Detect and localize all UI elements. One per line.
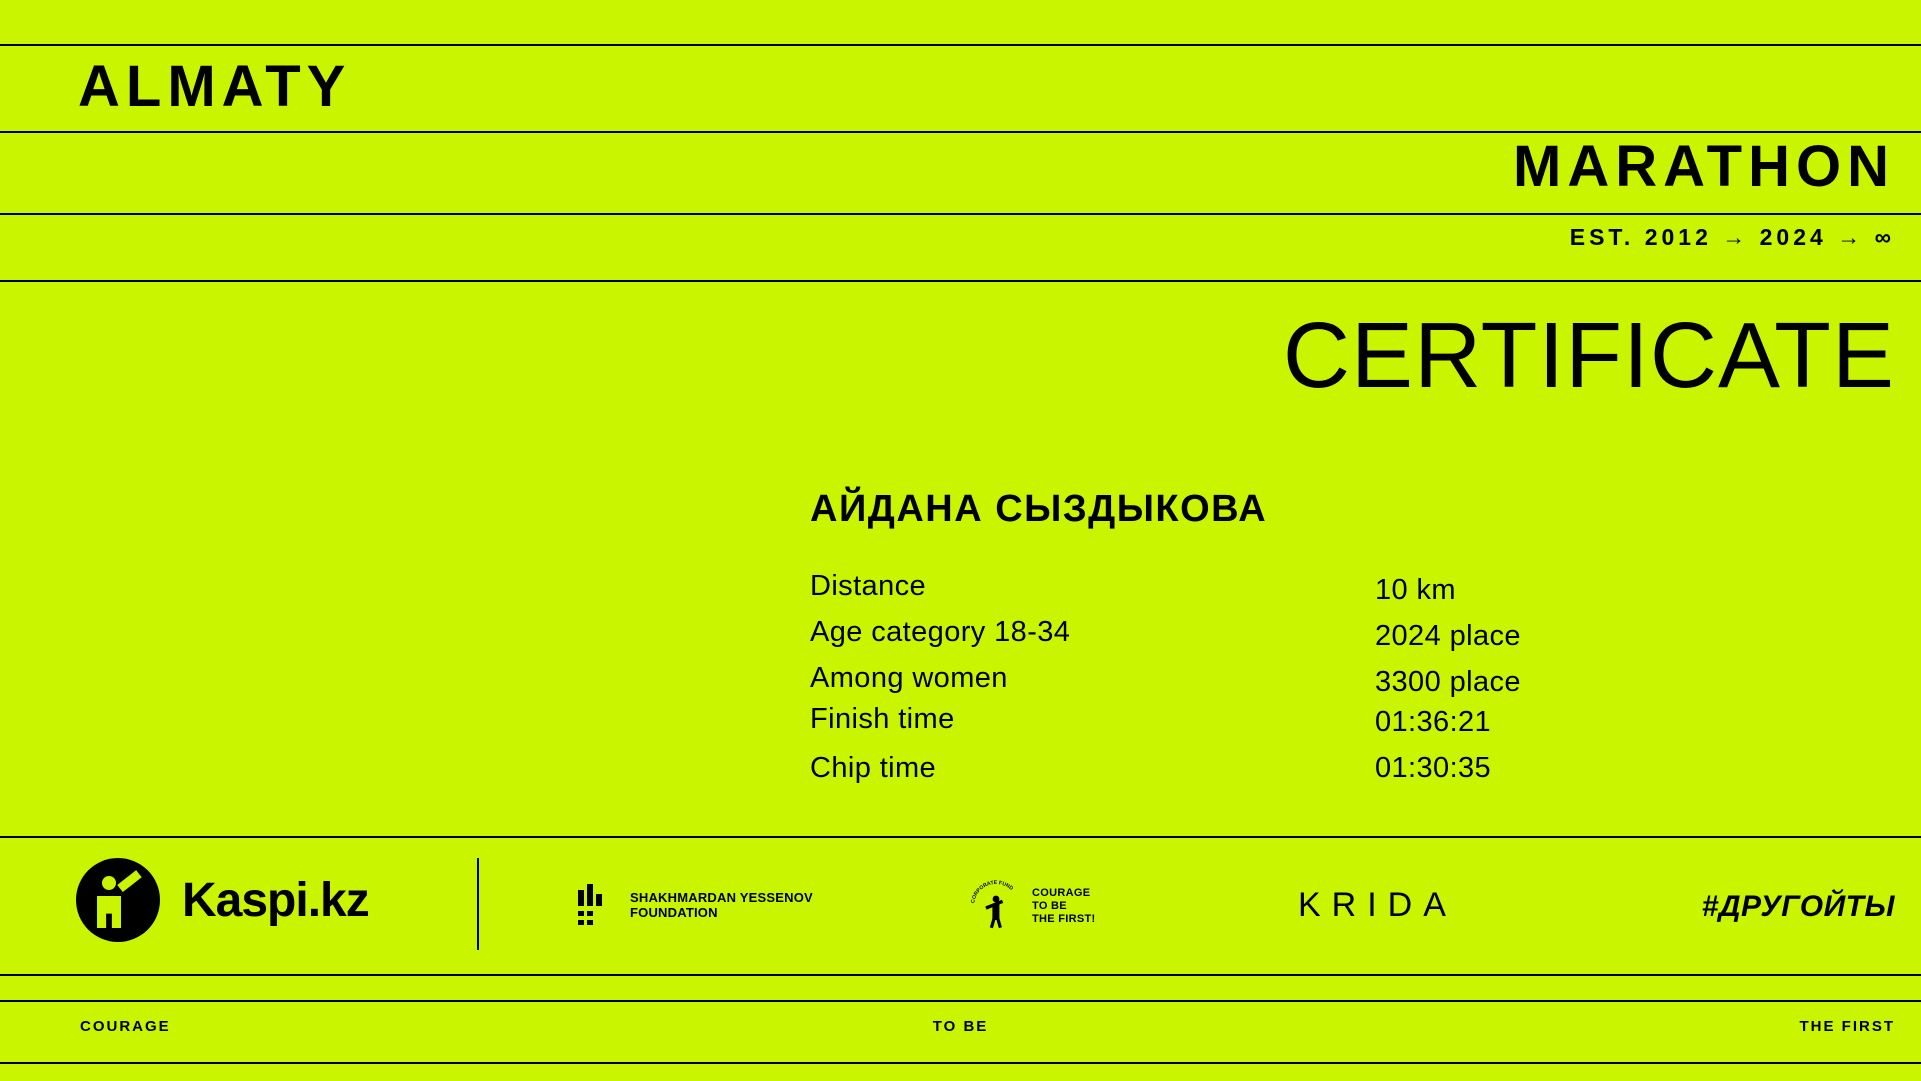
kaspi-wordmark: Kaspi.kz [182,873,369,927]
results-table [810,570,1850,785]
divider-line [0,213,1921,215]
result-label: Among women [810,662,1008,694]
result-label: Finish time [810,703,955,735]
courage-fund-line-1: COURAGE [1032,886,1091,899]
sponsor-courage-fund [968,878,1096,934]
courage-fund-line-3: THE FIRST! [1032,912,1096,925]
footer-slogan [0,1018,1921,1048]
established-line: EST. 2012 → 2024 → ∞ [1569,224,1895,250]
table-row [810,616,1850,652]
table-row [810,752,1850,785]
result-label: Distance [810,570,927,602]
svg-text:CORPORATE FUND: CORPORATE FUND [970,879,1015,904]
yessenov-wordmark [630,890,813,920]
yessenov-line-1: SHAKHMARDAN YESSENOV [630,890,813,905]
divider-line [0,1000,1921,1002]
yessenov-line-2: FOUNDATION [630,905,718,920]
footer-center: TO BE [932,1018,989,1035]
table-row [810,703,1850,736]
table-row [810,570,1850,606]
kaspi-logo-icon [76,858,160,942]
divider-line [0,974,1921,976]
brand-marathon: MARATHON [1513,134,1895,199]
sponsor-kaspi [76,858,369,942]
result-label: Chip time [810,752,937,784]
divider-line [0,1062,1921,1064]
vertical-divider [477,858,479,950]
divider-line [0,44,1921,46]
table-row [810,662,1850,698]
footer-right: THE FIRST [1799,1018,1895,1035]
sponsor-krida: KRIDA [1298,886,1457,924]
courage-fund-wordmark [1032,887,1096,926]
result-label: Age category 18-34 [810,616,1071,648]
sponsor-strip [0,838,1921,974]
result-value: 01:30:35 [1375,752,1492,784]
page-title: CERTIFICATE [1282,303,1895,407]
result-value: 3300 place [1375,666,1521,698]
result-value: 2024 place [1375,620,1521,652]
courage-fund-logo-icon [968,878,1024,934]
participant-name: АЙДАНА СЫЗДЫКОВА [810,488,1268,530]
result-value: 10 km [1375,574,1456,606]
divider-line [0,280,1921,282]
footer-left: COURAGE [80,1018,171,1035]
courage-fund-line-2: TO BE [1032,899,1067,912]
yessenov-logo-icon [578,884,616,926]
result-value: 01:36:21 [1375,706,1492,738]
sponsor-yessenov [578,884,813,926]
brand-almaty: ALMATY [78,54,352,119]
sponsor-hashtag: #ДРУГОЙТЫ [1701,890,1895,923]
